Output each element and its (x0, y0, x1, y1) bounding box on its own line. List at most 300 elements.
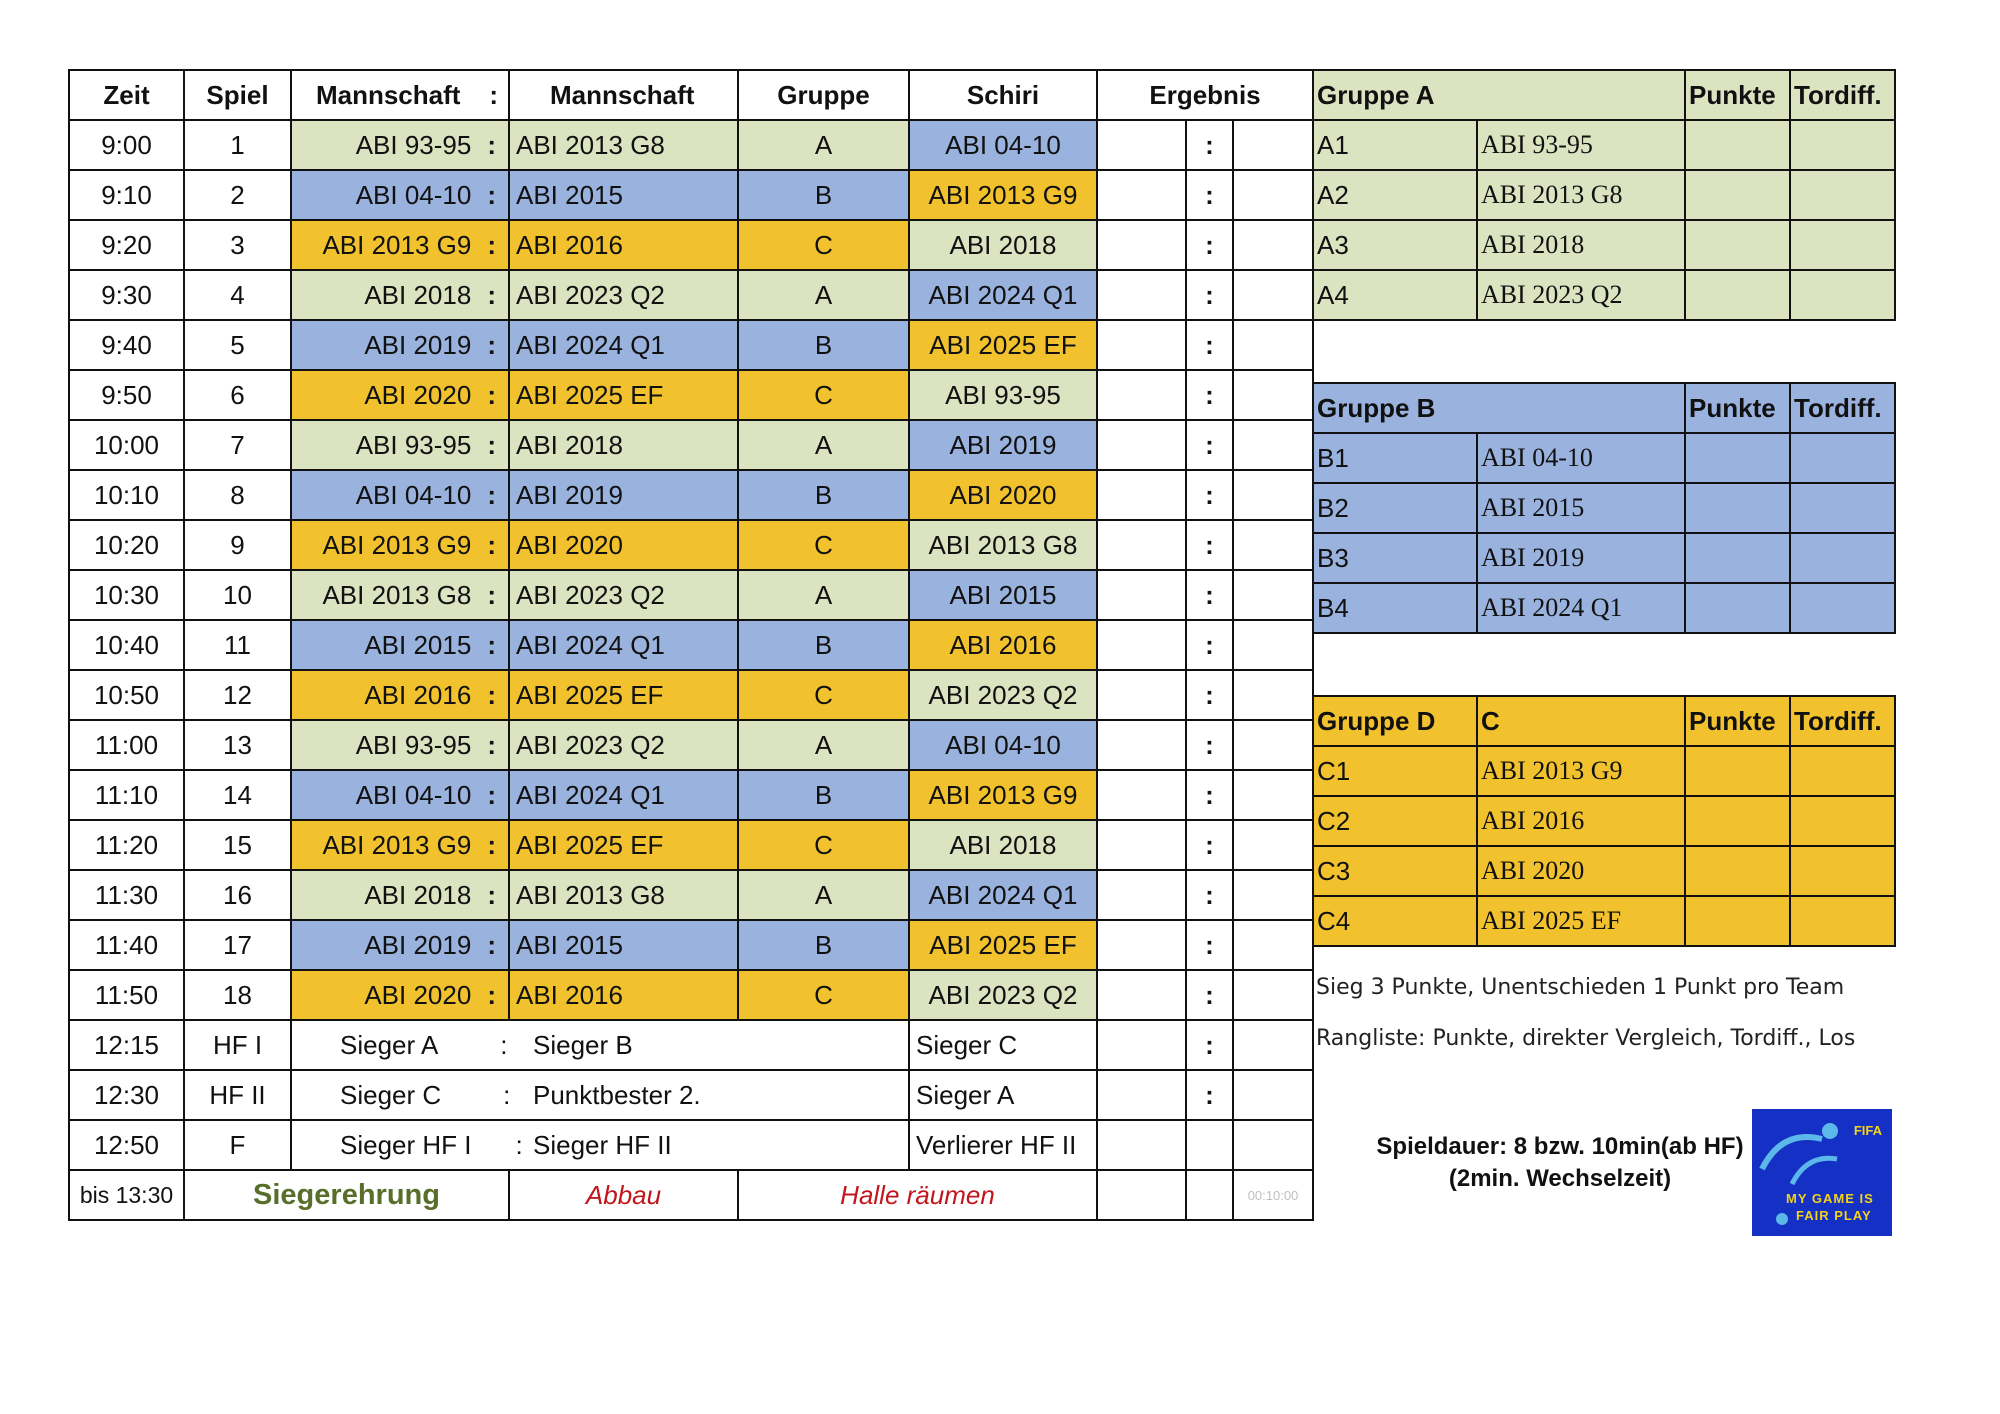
game-time (69, 420, 184, 470)
game-team-2 (509, 620, 738, 670)
team-separator: : (487, 429, 496, 460)
knockout-score-away[interactable] (1233, 1120, 1313, 1170)
team-separator: : (487, 729, 496, 760)
group-team-name: ABI 2016 (1477, 796, 1685, 846)
group-team-code: B4 (1313, 583, 1477, 633)
game-team-2-label: ABI 2015 (516, 929, 623, 960)
game-time-label: 10:10 (93, 479, 160, 510)
game-number (184, 420, 291, 470)
game-number (184, 770, 291, 820)
game-team-1 (291, 270, 509, 320)
game-group-label: C (814, 379, 833, 410)
group-team-diff[interactable] (1790, 120, 1895, 170)
game-number-label: 5 (230, 329, 245, 360)
game-score-home[interactable] (1097, 270, 1186, 320)
game-group (738, 420, 909, 470)
game-referee (909, 570, 1097, 620)
game-number (184, 120, 291, 170)
game-row (69, 220, 1313, 270)
group-b-title: Gruppe B (1313, 383, 1685, 433)
group-a-row (1313, 270, 1895, 320)
game-score-sep: : (1186, 470, 1233, 520)
game-team-1 (291, 420, 509, 470)
game-score-away[interactable] (1233, 220, 1313, 270)
game-referee-label: ABI 2025 EF (929, 329, 1077, 360)
game-score-home[interactable] (1097, 720, 1186, 770)
game-number-label: 9 (230, 529, 245, 560)
game-number-label: 18 (223, 979, 252, 1010)
team-separator: : (487, 829, 496, 860)
group-team-points[interactable] (1685, 846, 1790, 896)
game-team-1-label: ABI 93-95 (355, 429, 472, 460)
game-team-1 (291, 170, 509, 220)
team-separator: : (487, 579, 496, 610)
game-group (738, 870, 909, 920)
knockout-score-sep: : (1186, 1070, 1233, 1120)
game-referee (909, 270, 1097, 320)
knockout-score-sep: : (1186, 1020, 1233, 1070)
group-team-diff[interactable] (1790, 583, 1895, 633)
group-team-points[interactable] (1685, 483, 1790, 533)
game-team-1-label: ABI 2018 (364, 279, 472, 310)
group-team-diff[interactable] (1790, 896, 1895, 946)
group-team-name: ABI 2023 Q2 (1477, 270, 1685, 320)
game-group-label: C (814, 979, 833, 1010)
game-group (738, 320, 909, 370)
group-team-diff[interactable] (1790, 433, 1895, 483)
game-time-label: 10:30 (93, 579, 160, 610)
game-referee-label: ABI 2023 Q2 (928, 679, 1078, 710)
game-score-sep: : (1186, 520, 1233, 570)
header-ergebnis: Ergebnis (1097, 70, 1313, 120)
group-team-diff[interactable] (1790, 846, 1895, 896)
knockout-game: HF I (184, 1020, 291, 1070)
group-team-code: B1 (1313, 433, 1477, 483)
knockout-time: 12:30 (69, 1070, 184, 1120)
group-team-points[interactable] (1685, 583, 1790, 633)
group-a-title: Gruppe A (1313, 70, 1685, 120)
group-a-points-label: Punkte (1685, 70, 1790, 120)
group-c-row (1313, 846, 1895, 896)
group-team-diff[interactable] (1790, 170, 1895, 220)
game-score-away[interactable] (1233, 920, 1313, 970)
group-team-code: C2 (1313, 796, 1477, 846)
game-team-2 (509, 670, 738, 720)
game-number (184, 720, 291, 770)
game-group (738, 670, 909, 720)
game-score-away[interactable] (1233, 270, 1313, 320)
game-score-home[interactable] (1097, 120, 1186, 170)
game-number-label: 6 (230, 379, 245, 410)
game-team-1 (291, 620, 509, 670)
game-group (738, 970, 909, 1020)
game-team-1-label: ABI 2015 (364, 629, 472, 660)
group-team-code: B3 (1313, 533, 1477, 583)
abbau-label: Abbau (509, 1170, 738, 1220)
game-referee-label: ABI 2018 (949, 829, 1057, 860)
game-number-label: 11 (224, 629, 251, 660)
game-score-home[interactable] (1097, 770, 1186, 820)
game-referee (909, 970, 1097, 1020)
game-time (69, 870, 184, 920)
game-number (184, 870, 291, 920)
game-score-sep: : (1186, 570, 1233, 620)
game-team-2 (509, 720, 738, 770)
game-score-away[interactable] (1233, 420, 1313, 470)
game-team-1-label: ABI 93-95 (355, 729, 472, 760)
group-team-points[interactable] (1685, 170, 1790, 220)
group-team-points[interactable] (1685, 120, 1790, 170)
game-score-away[interactable] (1233, 620, 1313, 670)
game-group (738, 170, 909, 220)
group-c-row (1313, 746, 1895, 796)
game-score-home[interactable] (1097, 970, 1186, 1020)
game-referee (909, 370, 1097, 420)
game-referee-label: ABI 2020 (949, 479, 1057, 510)
game-score-sep: : (1186, 970, 1233, 1020)
logo-text-2: FAIR PLAY (1796, 1208, 1872, 1223)
game-number (184, 620, 291, 670)
game-referee-label: ABI 2024 Q1 (928, 279, 1078, 310)
group-team-name: ABI 2024 Q1 (1477, 583, 1685, 633)
team-separator: : (487, 879, 496, 910)
game-team-1 (291, 370, 509, 420)
game-score-home[interactable] (1097, 420, 1186, 470)
game-score-sep: : (1186, 770, 1233, 820)
game-team-2 (509, 170, 738, 220)
group-team-points[interactable] (1685, 796, 1790, 846)
game-referee-label: ABI 93-95 (945, 379, 1061, 410)
knockout-row (69, 1020, 1313, 1070)
game-referee (909, 620, 1097, 670)
game-row (69, 370, 1313, 420)
group-c-title: Gruppe D (1313, 696, 1477, 746)
game-team-2-label: ABI 2020 (516, 529, 623, 560)
game-time-label: 9:20 (101, 229, 152, 260)
game-score-away[interactable] (1233, 870, 1313, 920)
game-score-away[interactable] (1233, 120, 1313, 170)
game-team-2-label: ABI 2025 EF (516, 829, 664, 860)
closing-row (69, 1170, 1313, 1220)
game-score-home[interactable] (1097, 370, 1186, 420)
game-number-label: 15 (223, 829, 252, 860)
game-number (184, 370, 291, 420)
game-number-label: 4 (230, 279, 245, 310)
game-group-label: A (814, 129, 833, 160)
game-number (184, 920, 291, 970)
game-time-label: 11:10 (94, 779, 159, 810)
group-team-points[interactable] (1685, 746, 1790, 796)
game-team-2-label: ABI 2025 EF (516, 379, 664, 410)
game-score-sep: : (1186, 920, 1233, 970)
game-team-2 (509, 270, 738, 320)
game-team-1 (291, 820, 509, 870)
fifa-brand: FIFA (1853, 1123, 1882, 1138)
header-spiel: Spiel (184, 70, 291, 120)
group-c-row (1313, 796, 1895, 846)
game-team-2 (509, 870, 738, 920)
game-score-home[interactable] (1097, 170, 1186, 220)
game-group-label: C (814, 229, 833, 260)
knockout-score-away[interactable] (1233, 1020, 1313, 1070)
group-team-diff[interactable] (1790, 533, 1895, 583)
game-team-2 (509, 820, 738, 870)
game-score-away[interactable] (1233, 770, 1313, 820)
game-score-home[interactable] (1097, 520, 1186, 570)
knockout-team-1 (291, 1020, 509, 1070)
game-score-home[interactable] (1097, 320, 1186, 370)
game-group-label: C (814, 529, 833, 560)
game-number-label: 12 (223, 679, 252, 710)
group-b-points-label: Punkte (1685, 383, 1790, 433)
duration-note: Spieldauer: 8 bzw. 10min(ab HF) (1376, 1133, 1744, 1160)
game-team-1-label: ABI 2016 (364, 679, 472, 710)
game-team-1 (291, 470, 509, 520)
group-team-diff[interactable] (1790, 796, 1895, 846)
game-team-2 (509, 370, 738, 420)
game-score-home[interactable] (1097, 470, 1186, 520)
game-team-1-label: ABI 04-10 (355, 179, 472, 210)
group-c-row (1313, 896, 1895, 946)
game-group-label: B (814, 479, 833, 510)
group-team-code: C3 (1313, 846, 1477, 896)
group-team-code: B2 (1313, 483, 1477, 533)
game-team-2-label: ABI 2018 (516, 429, 623, 460)
header-mannschaft-1: Mannschaft : (291, 70, 509, 120)
knockout-team-2-label: Sieger B (533, 1029, 633, 1060)
header-schiri: Schiri (909, 70, 1097, 120)
schedule-header-row (69, 70, 1313, 120)
knockout-team-1-label: Sieger HF I (340, 1129, 472, 1160)
game-score-away[interactable] (1233, 170, 1313, 220)
game-score-sep: : (1186, 670, 1233, 720)
knockout-score-away[interactable] (1233, 1070, 1313, 1120)
game-number-label: 13 (223, 729, 252, 760)
game-time (69, 520, 184, 570)
knockout-time: 12:15 (69, 1020, 184, 1070)
game-number (184, 570, 291, 620)
game-score-sep: : (1186, 820, 1233, 870)
group-b-row (1313, 433, 1895, 483)
group-team-name: ABI 2013 G8 (1477, 170, 1685, 220)
game-time (69, 720, 184, 770)
game-score-home[interactable] (1097, 620, 1186, 670)
game-score-sep: : (1186, 720, 1233, 770)
team-separator: : (487, 779, 496, 810)
game-time (69, 670, 184, 720)
game-score-sep: : (1186, 270, 1233, 320)
game-group-label: A (814, 729, 833, 760)
game-team-1-label: ABI 2019 (364, 929, 472, 960)
team-separator: : (487, 629, 496, 660)
game-number-label: 10 (223, 579, 252, 610)
group-team-diff[interactable] (1790, 483, 1895, 533)
game-team-1 (291, 520, 509, 570)
game-score-home[interactable] (1097, 920, 1186, 970)
game-group (738, 570, 909, 620)
game-team-2-label: ABI 2023 Q2 (516, 279, 665, 310)
game-number (184, 170, 291, 220)
knockout-score-home[interactable] (1097, 1120, 1186, 1170)
game-number (184, 820, 291, 870)
team-separator: : (487, 179, 496, 210)
closing-score-sep (1186, 1170, 1233, 1220)
game-team-2-label: ABI 2016 (516, 229, 623, 260)
game-group (738, 120, 909, 170)
group-team-points[interactable] (1685, 220, 1790, 270)
game-team-2 (509, 220, 738, 270)
rule-note-ranking: Rangliste: Punkte, direkter Vergleich, Tordiff., Los (1316, 1026, 1856, 1051)
game-score-sep: : (1186, 220, 1233, 270)
group-team-code: A4 (1313, 270, 1477, 320)
game-score-away[interactable] (1233, 820, 1313, 870)
game-team-1 (291, 920, 509, 970)
game-number (184, 520, 291, 570)
game-referee (909, 120, 1097, 170)
game-group-label: B (814, 629, 833, 660)
game-score-home[interactable] (1097, 870, 1186, 920)
game-time-label: 11:20 (94, 829, 159, 860)
team-separator: : (487, 229, 496, 260)
game-score-away[interactable] (1233, 470, 1313, 520)
game-time-label: 11:30 (94, 879, 159, 910)
game-team-1 (291, 320, 509, 370)
group-team-points[interactable] (1685, 533, 1790, 583)
group-b-row (1313, 483, 1895, 533)
game-score-away[interactable] (1233, 570, 1313, 620)
game-team-2-label: ABI 2024 Q1 (516, 779, 665, 810)
game-team-1 (291, 770, 509, 820)
game-group (738, 770, 909, 820)
game-score-away[interactable] (1233, 670, 1313, 720)
game-score-sep: : (1186, 170, 1233, 220)
game-row (69, 670, 1313, 720)
game-time (69, 570, 184, 620)
game-row (69, 170, 1313, 220)
game-referee (909, 470, 1097, 520)
game-team-2-label: ABI 2013 G8 (516, 879, 665, 910)
group-team-name: ABI 04-10 (1477, 433, 1685, 483)
game-score-away[interactable] (1233, 720, 1313, 770)
game-score-sep: : (1186, 420, 1233, 470)
game-score-sep: : (1186, 120, 1233, 170)
knockout-team-1 (291, 1120, 523, 1170)
group-team-diff[interactable] (1790, 220, 1895, 270)
group-team-diff[interactable] (1790, 270, 1895, 320)
knockout-score-sep (1186, 1120, 1233, 1170)
game-group (738, 920, 909, 970)
game-row (69, 520, 1313, 570)
game-group (738, 520, 909, 570)
knockout-team-1-label: Sieger A (340, 1029, 439, 1060)
group-team-diff[interactable] (1790, 746, 1895, 796)
game-row (69, 620, 1313, 670)
game-number-label: 8 (230, 479, 245, 510)
game-team-2-label: ABI 2024 Q1 (516, 629, 665, 660)
game-number-label: 14 (223, 779, 252, 810)
game-team-1 (291, 220, 509, 270)
game-time (69, 970, 184, 1020)
group-team-points[interactable] (1685, 433, 1790, 483)
game-row (69, 570, 1313, 620)
team-separator: : (503, 1079, 511, 1110)
group-b-diff-label: Tordiff. (1790, 383, 1895, 433)
game-number (184, 970, 291, 1020)
game-team-1 (291, 570, 509, 620)
game-team-2 (509, 970, 738, 1020)
game-group-label: B (814, 179, 833, 210)
group-team-code: C1 (1313, 746, 1477, 796)
game-score-away[interactable] (1233, 520, 1313, 570)
game-group-label: C (814, 679, 833, 710)
game-number-label: 3 (230, 229, 245, 260)
knockout-score-home[interactable] (1097, 1020, 1186, 1070)
knockout-team-2 (509, 1020, 909, 1070)
game-score-sep: : (1186, 370, 1233, 420)
game-row (69, 970, 1313, 1020)
knockout-game: F (184, 1120, 291, 1170)
group-a-row (1313, 170, 1895, 220)
game-time (69, 220, 184, 270)
game-number (184, 270, 291, 320)
knockout-score-home[interactable] (1097, 1070, 1186, 1120)
game-referee (909, 220, 1097, 270)
duration-subnote: (2min. Wechselzeit) (1448, 1165, 1672, 1192)
game-time-label: 11:00 (94, 729, 159, 760)
game-score-home[interactable] (1097, 570, 1186, 620)
game-group-label: A (814, 879, 833, 910)
group-team-name: ABI 2015 (1477, 483, 1685, 533)
game-referee (909, 670, 1097, 720)
game-score-away[interactable] (1233, 970, 1313, 1020)
game-score-away[interactable] (1233, 320, 1313, 370)
game-time (69, 470, 184, 520)
group-team-points[interactable] (1685, 896, 1790, 946)
knockout-referee: Sieger C (909, 1020, 1097, 1070)
team-separator: : (487, 329, 496, 360)
group-c-points-label: Punkte (1685, 696, 1790, 746)
game-team-2 (509, 520, 738, 570)
game-time-label: 11:40 (94, 929, 159, 960)
game-team-1-label: ABI 2020 (364, 979, 472, 1010)
team-separator: : (500, 1029, 508, 1060)
game-referee-label: ABI 2016 (949, 629, 1057, 660)
game-referee (909, 770, 1097, 820)
game-time (69, 170, 184, 220)
game-team-1 (291, 720, 509, 770)
group-c-diff-label: Tordiff. (1790, 696, 1895, 746)
group-b-table (1312, 382, 1896, 634)
game-time-label: 9:40 (101, 329, 152, 360)
fair-play-logo (1752, 1109, 1892, 1236)
game-score-home[interactable] (1097, 820, 1186, 870)
group-team-points[interactable] (1685, 270, 1790, 320)
game-team-1-label: ABI 93-95 (355, 129, 472, 160)
team-separator: : (487, 979, 496, 1010)
group-team-code: A3 (1313, 220, 1477, 270)
game-score-home[interactable] (1097, 670, 1186, 720)
group-a-diff-label: Tordiff. (1790, 70, 1895, 120)
game-group-label: B (814, 929, 833, 960)
team-separator: : (487, 279, 496, 310)
game-score-home[interactable] (1097, 220, 1186, 270)
game-referee-label: ABI 2013 G9 (928, 779, 1078, 810)
group-a-row (1313, 120, 1895, 170)
game-time (69, 270, 184, 320)
game-row (69, 470, 1313, 520)
knockout-team-2 (509, 1070, 909, 1120)
game-score-away[interactable] (1233, 370, 1313, 420)
